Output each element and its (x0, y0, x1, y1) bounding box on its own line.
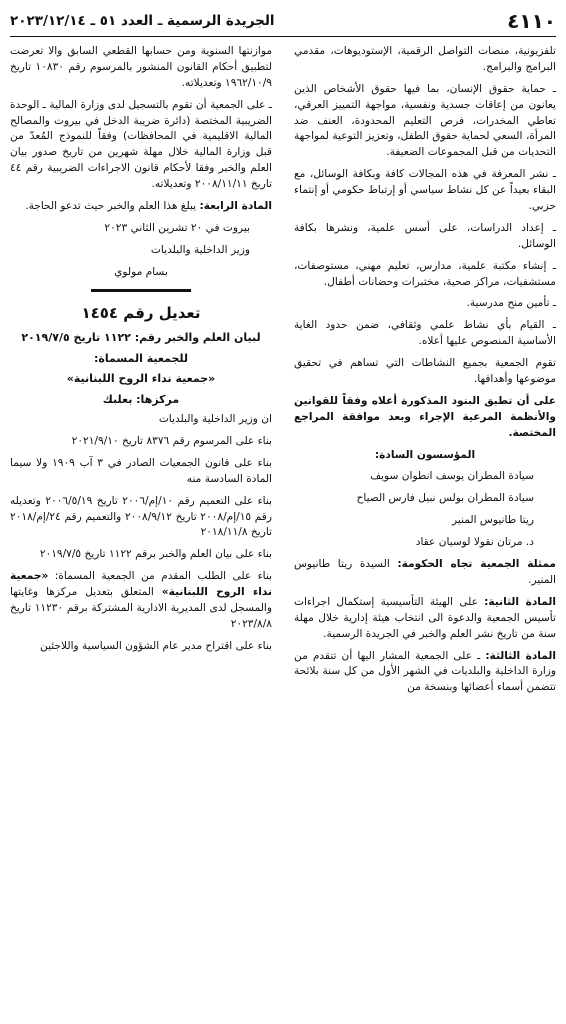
paragraph: بناء على بيان العلم والخبر برقم ١١٢٢ تاريخ ٢٠١٩/٧/٥ (39, 548, 272, 561)
article-3 (294, 649, 556, 697)
amendment-subtitle-2: للجمعية المسماة: (94, 351, 188, 365)
paragraph: تقوم الجمعية بجميع النشاطات التي تساهم في تحقيق موضوعها وأهدافها. (294, 357, 556, 386)
signature-place-date: بيروت في ٢٠ تشرين الثاني ٢٠٢٣ (104, 221, 250, 234)
paragraph: موازنتها السنوية ومن حسابها القطعي السابق والا تعرضت لتطبيق أحكام القانون المنشور بالمرسوم رقم ١٠٨٣٠ تاريخ ١٩٦٢/١٠/٩ وتعديلاته. (10, 45, 272, 89)
amendment-title: تعديل رقم ١٤٥٤ (81, 303, 201, 322)
gov-rep-label: ممثلة الجمعية تجاه الحكومة: (397, 558, 556, 571)
page-header (10, 6, 556, 37)
paragraph: ـ تأمين منح مدرسية. (466, 297, 556, 310)
article-4-label: المادة الرابعة: (199, 200, 272, 213)
article-4-text: يبلغ هذا العلم والخبر حيث تدعو الحاجة. (25, 200, 200, 213)
bold-clause: على أن تطبق البنود المذكورة أعلاه وفقاً للقوانين والأنظمة المرعية الإجراء وبعد موافقة المراجع المختصة. (294, 394, 556, 439)
paragraph: ـ حماية حقوق الإنسان، بما فيها حقوق الأشخاص الذين يعانون من إعاقات جسدية ونفسية، مواجهة التمييز العرقي، تعاطي المخدرات، فرص التعليم المحدودة، العنف ضد المرأة، السعي لحماية حقوق الطفل، وتعزيز التوعية لمواجهة التحديات من قبل المجموعات الضعيفة. (294, 82, 556, 159)
paragraph: تلفزيونية، منصات التواصل الرقمية، الإستوديوهات، مقدمي البرامج والبرامج. (294, 45, 556, 73)
gov-rep-text: السيدة ريتا طانيوس المنير. (294, 558, 556, 586)
founder-name: سيادة المطران بولس نبيل فارس الصياح (356, 492, 534, 505)
founder-name: سيادة المطران يوسف انطوان سويف (370, 470, 534, 483)
founder-name: ريتا طانيوس المنير (452, 514, 534, 527)
article-2 (294, 595, 556, 643)
request-name: «جمعية نداء الروح اللبنانية» (10, 570, 272, 599)
request-rest: المتعلق بتعديل مركزها وغايتها والمسجل لدى المديرية الادارية المشتركة برقم ١١٢٣٠ تاريخ ٢٠٢٣/٨/٨ (10, 586, 272, 630)
article-2-label: المادة الثانية: (484, 595, 556, 608)
amendment-subtitle-1: لبيان العلم والخبر رقم: ١١٢٢ تاريخ ٢٠١٩/٧/٥ (21, 331, 261, 345)
section-divider (91, 289, 191, 292)
request-paragraph (10, 569, 272, 633)
signature-name: بسام مولوي (114, 265, 168, 278)
article-2-text: على الهيئة التأسيسية إستكمال اجراءات تأسيس الجمعية والدعوة الى انتخاب هيئة إدارية خلال مهلة سنة من تاريخ نشر العلم والخبر في الجريدة الرسمية. (294, 595, 556, 640)
paragraph: ـ القيام بأي نشاط علمي وثقافي، ضمن حدود الغاية الأساسية المنصوص عليها أعلاه. (294, 319, 556, 348)
gov-representative (294, 557, 556, 589)
paragraph: بناء على التعميم رقم ١٠/إم/٢٠٠٦ تاريخ ٢٠٠٦/٥/١٩ وتعديله رقم ١٥/إم/٢٠٠٨ تاريخ ٢٠٠٨/٩/١٢ والتعميم رقم ٢٤/إم/٢٠١٨ تاريخ ٢٠١٨/١١/٨ (10, 494, 272, 539)
article-3-label: المادة الثالثة: (485, 649, 556, 662)
right-column (294, 44, 556, 702)
founder-name: د. مرتان نقولا لوسيان عقاد (415, 536, 534, 549)
paragraph: بناء على قانون الجمعيات الصادر في ٣ آب ١٩٠٩ ولا سيما المادة السادسة منه (10, 456, 272, 485)
request-prefix: بناء على الطلب المقدم من الجمعية المسماة: (54, 570, 272, 583)
paragraph: ـ نشر المعرفة في هذه المجالات كافة وبكافة الوسائل، مع البقاء بعيداً عن كل نشاط سياسي أو إرتباط حكومي أو إنتماء حزبي. (294, 168, 556, 213)
signature-title: وزير الداخلية والبلديات (150, 243, 250, 256)
association-location: مركزها: بعلبك (102, 392, 180, 406)
paragraph: ان وزير الداخلية والبلديات (158, 413, 272, 426)
article-4 (10, 199, 272, 215)
paragraph: ـ على الجمعية أن تقوم بالتسجيل لدى وزارة المالية ـ الوحدة الضريبية المختصة (دائرة ضريبة الدخل في بيروت والمصالح المالية الاقليمية في المحافظات) وفقاً للنموذج المُعدّ من قبل وزارة المالية خلال مهلة شهرين من تاريخ صدور بيان العلم والخبر وفقا لأحكام قانون الاجراءات الضريبية رقم ٤٤ تاريخ ٢٠٠٨/١١/١١ وتعديلاته. (10, 98, 272, 191)
gazette-info: الجريدة الرسمية ـ العدد ٥١ ـ ٢٠٢٣/١٢/١٤ (10, 13, 275, 29)
left-column (10, 44, 272, 661)
association-name: «جمعية نداء الروح اللبنانية» (66, 372, 216, 386)
article-3-text: ـ على الجمعية المشار اليها أن تتقدم من وزارة الداخلية والبلديات في الشهر الأول من كل سنة بلائحة تتضمن أسماء أعضائها وبنسخة من (294, 649, 556, 694)
paragraph: بناء على اقتراح مدير عام الشؤون السياسية واللاجئين (40, 639, 272, 652)
founders-heading: المؤسسون السادة: (374, 448, 476, 461)
page-number: ٤١١٠ (507, 9, 556, 33)
paragraph: ـ إعداد الدراسات، على أسس علمية، ونشرها بكافة الوسائل. (294, 221, 556, 250)
paragraph: بناء على المرسوم رقم ٨٣٧٦ تاريخ ٢٠٢١/٩/١٠ (71, 434, 272, 447)
paragraph: ـ إنشاء مكتبة علمية، مدارس، تعليم مهني، مستوصفات، مستشفيات، مراكز صحية، مختبرات وحضانات أطفال. (294, 259, 556, 288)
